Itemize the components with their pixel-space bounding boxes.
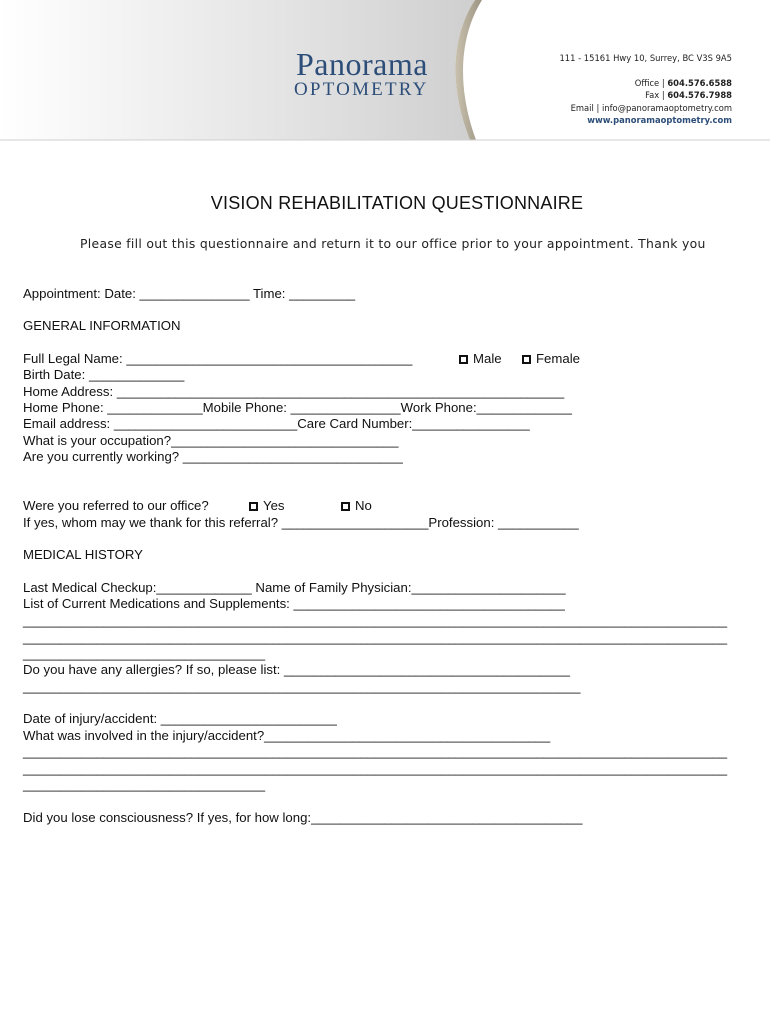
fax-number: 604.576.7988	[667, 90, 732, 100]
injury-line-3[interactable]: _________________________________	[23, 777, 266, 792]
fax-number-row	[559, 89, 732, 102]
home-address-field[interactable]: Home Address: _____________________________________________________________	[23, 384, 565, 399]
female-checkbox[interactable]	[522, 355, 531, 364]
allergies-field[interactable]: Do you have any allergies? If so, please list: _______________________________________	[23, 662, 570, 677]
medical-history-heading: MEDICAL HISTORY	[23, 547, 143, 562]
form-intro: Please fill out this questionnaire and return it to our office prior to your appointment. Thank you	[80, 236, 706, 251]
referred-no-option[interactable]	[341, 498, 372, 514]
contact-block	[559, 52, 732, 127]
referred-yes-option[interactable]	[249, 498, 285, 514]
medications-line-1[interactable]: ________________________________________________________________________________________________	[23, 613, 728, 628]
consciousness-field[interactable]: Did you lose consciousness? If yes, for how long:_____________________________________	[23, 810, 583, 825]
phone-fields[interactable]: Home Phone: _____________Mobile Phone: _______________Work Phone:_____________	[23, 400, 572, 415]
yes-label: Yes	[263, 498, 285, 513]
currently-working-field[interactable]: Are you currently working? ______________________________	[23, 449, 403, 464]
medications-field[interactable]: List of Current Medications and Supplements: _____________________________________	[23, 596, 565, 611]
birth-date-field[interactable]: Birth Date: _____________	[23, 367, 185, 382]
medical-checkup-field[interactable]: Last Medical Checkup:_____________ Name of Family Physician:_____________________	[23, 580, 566, 595]
injury-involved-field[interactable]: What was involved in the injury/accident?_______________________________________	[23, 728, 551, 743]
male-label: Male	[473, 351, 502, 366]
logo-subtitle: OPTOMETRY	[294, 79, 429, 100]
referral-thanks-field[interactable]: If yes, whom may we thank for this referral? ____________________Profession: ___________	[23, 515, 579, 530]
office-label: Office |	[634, 77, 668, 88]
yes-checkbox[interactable]	[249, 502, 258, 511]
fax-label: Fax |	[645, 90, 668, 100]
email-address: Email | info@panoramaoptometry.com	[570, 102, 732, 113]
medications-line-3[interactable]: _________________________________	[23, 646, 266, 661]
gender-female-option[interactable]	[522, 351, 580, 367]
general-info-heading: GENERAL INFORMATION	[23, 318, 181, 333]
medications-line-2[interactable]: ________________________________________________________________________________________________	[23, 630, 728, 645]
referred-question: Were you referred to our office?	[23, 498, 209, 513]
website-link[interactable]: www.panoramaoptometry.com	[587, 115, 732, 125]
office-number: 604.576.6588	[667, 77, 732, 88]
full-name-field[interactable]: Full Legal Name: _______________________________________	[23, 351, 413, 366]
female-label: Female	[536, 351, 580, 366]
logo-wordmark: Panorama	[296, 46, 428, 82]
injury-line-2[interactable]: ________________________________________________________________________________________________	[23, 761, 728, 776]
allergies-line[interactable]: ____________________________________________________________________________	[23, 679, 581, 694]
form-title: VISION REHABILITATION QUESTIONNAIRE	[210, 193, 584, 213]
office-phone	[559, 77, 732, 90]
gender-male-option[interactable]	[459, 351, 502, 367]
no-label: No	[355, 498, 372, 513]
no-checkbox[interactable]	[341, 502, 350, 511]
injury-date-field[interactable]: Date of injury/accident: ________________________	[23, 711, 337, 726]
clinic-address: 111 - 15161 Hwy 10, Surrey, BC V3S 9A5	[559, 53, 732, 63]
letterhead	[0, 0, 770, 145]
email-care-card-fields[interactable]: Email address: _________________________Care Card Number:________________	[23, 416, 530, 431]
appointment-fields[interactable]: Appointment: Date: _______________ Time: _________	[23, 286, 356, 301]
injury-line-1[interactable]: ________________________________________________________________________________________________	[23, 744, 728, 759]
occupation-field[interactable]: What is your occupation?_______________________________	[23, 433, 399, 448]
male-checkbox[interactable]	[459, 355, 468, 364]
